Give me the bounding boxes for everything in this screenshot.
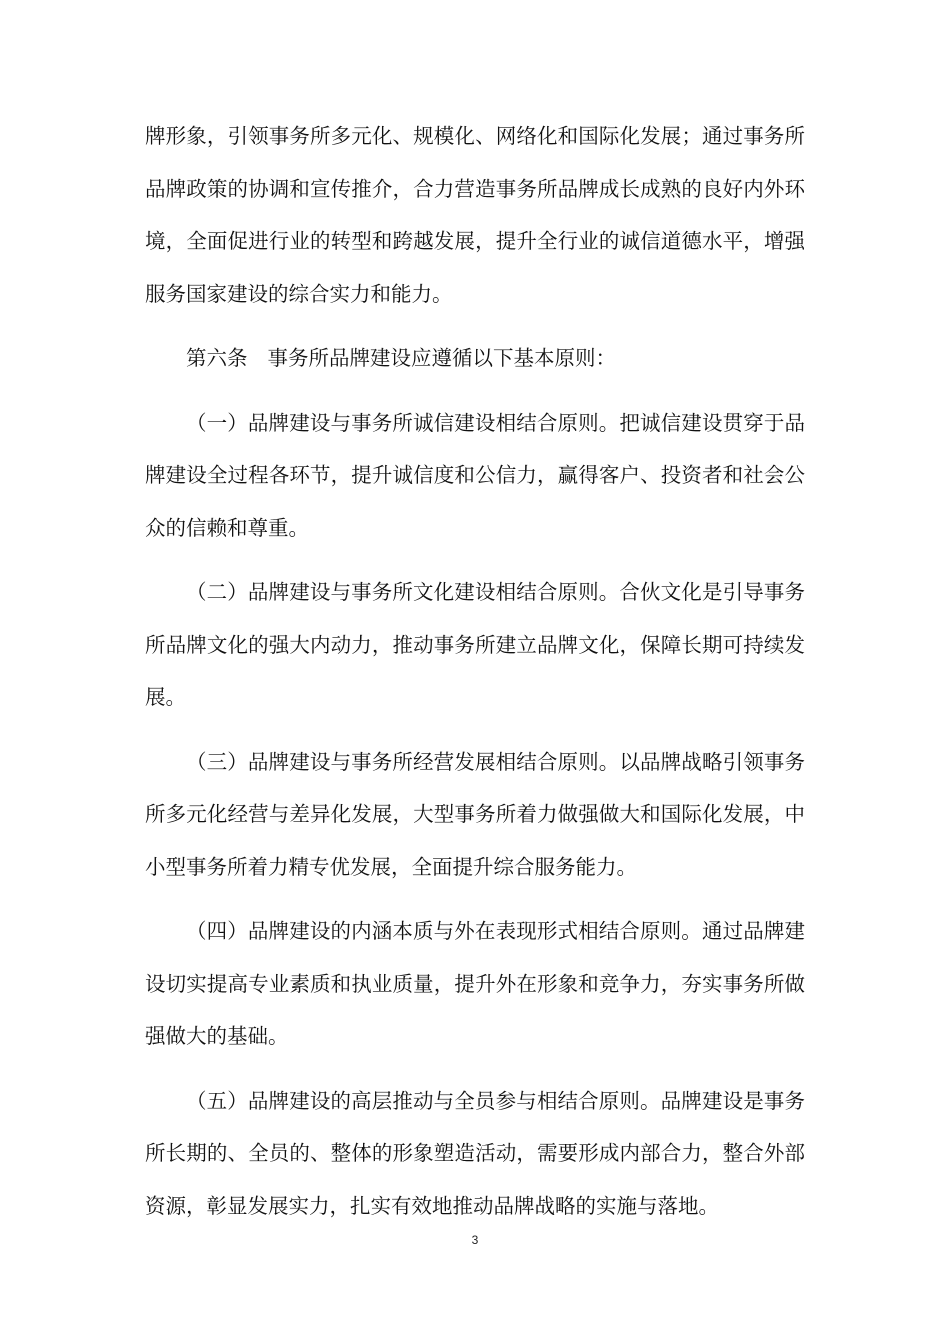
article-number: 第六条 (186, 346, 248, 370)
page-number: 3 (471, 1233, 479, 1247)
article-heading (145, 332, 805, 385)
continuation-paragraph: 牌形象，引领事务所多元化、规模化、网络化和国际化发展；通过事务所品牌政策的协调和宣传推介，合力营造事务所品牌成长成熟的良好内外环境，全面促进行业的转型和跨越发展，提升全行业的诚信道德水平，增强服务国家建设的综合实力和能力。 (145, 124, 805, 306)
article-title: 事务所品牌建设应遵循以下基本原则： (267, 346, 616, 370)
principle-paragraph-4: （四）品牌建设的内涵本质与外在表现形式相结合原则。通过品牌建设切实提高专业素质和执业质量，提升外在形象和竞争力，夯实事务所做强做大的基础。 (145, 919, 805, 1048)
principle-paragraph-2: （二）品牌建设与事务所文化建设相结合原则。合伙文化是引导事务所品牌文化的强大内动力，推动事务所建立品牌文化，保障长期可持续发展。 (145, 580, 805, 709)
document-body (145, 110, 805, 1244)
principle-paragraph-5: （五）品牌建设的高层推动与全员参与相结合原则。品牌建设是事务所长期的、全员的、整体的形象塑造活动，需要形成内部合力，整合外部资源，彰显发展实力，扎实有效地推动品牌战略的实施与落地。 (145, 1088, 805, 1218)
principle-paragraph-3: （三）品牌建设与事务所经营发展相结合原则。以品牌战略引领事务所多元化经营与差异化发展，大型事务所着力做强做大和国际化发展，中小型事务所着力精专优发展，全面提升综合服务能力。 (145, 749, 805, 879)
principle-paragraph-1: （一）品牌建设与事务所诚信建设相结合原则。把诚信建设贯穿于品牌建设全过程各环节，提升诚信度和公信力，赢得客户、投资者和社会公众的信赖和尊重。 (145, 410, 805, 540)
